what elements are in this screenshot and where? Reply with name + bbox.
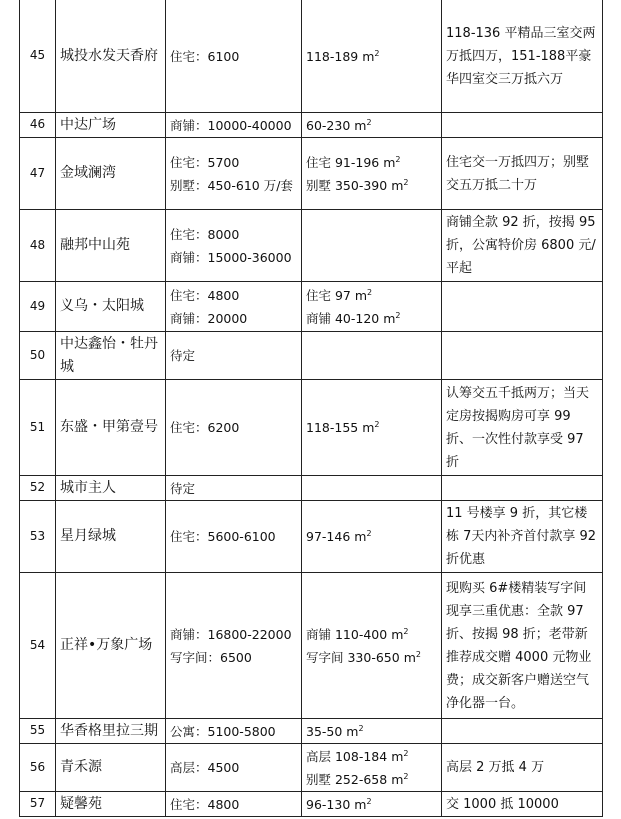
cell-text: 金域澜湾 [60,165,116,181]
cell-text: 97-146 $m^2$ [306,528,372,544]
cell-text: 住宅交一万抵四万；别墅交五万抵二十万 [446,154,590,193]
cell-text: 星月绿城 [60,528,116,544]
row-number [20,331,56,379]
cell-text: 城投水发天香府 [60,47,158,64]
project-name [56,379,166,475]
area-cell [302,331,442,379]
table-row [20,379,603,475]
area-cell [302,0,442,112]
cell-text: 48 [29,237,46,252]
cell-text: 商铺：20000 [170,310,248,326]
cell-text: 中达广场 [60,116,116,133]
cell-text: 住宅：8000 [170,226,240,242]
project-name [56,743,166,791]
row-number [20,281,56,331]
cell-text: 35-50 $m^2$ [306,723,364,739]
promotion-cell [442,572,603,718]
superscript: 2 [395,310,401,320]
area-cell [302,209,442,281]
row-number [20,743,56,791]
table-row [20,572,603,718]
superscript: 2 [403,771,409,781]
superscript: 2 [366,528,372,538]
cell-text: 55 [29,723,46,737]
cell-text: 城市主人 [60,479,116,496]
row-number [20,718,56,743]
row-number [20,475,56,500]
row-number [20,0,56,112]
promotion-cell [442,112,603,137]
cell-text: 公寓：5100-5800 [170,723,276,739]
area-cell [302,718,442,743]
row-number [20,112,56,137]
area-cell [302,281,442,331]
superscript: 2 [403,177,409,187]
cell-text: 高层 108-184 $m^2$ [306,748,409,764]
project-name [56,137,166,209]
cell-text: 住宅：4800 [170,796,240,812]
promotion-cell [442,0,603,112]
table-row [20,331,603,379]
cell-text: 47 [29,165,46,180]
superscript: 2 [366,117,372,127]
cell-text: 别墅 252-658 $m^2$ [306,771,409,787]
project-name [56,572,166,718]
cell-text: 住宅：4800 [170,287,240,303]
cell-text: 华香格里拉三期 [60,722,158,739]
cell-text: 住宅：5700 [170,154,240,170]
promotion-cell [442,281,603,331]
cell-text: 118-155 $m^2$ [306,419,380,435]
cell-text: 青禾源 [60,759,102,775]
cell-text: 写字间 330-650 $m^2$ [306,649,421,665]
area-cell [302,137,442,209]
table-row [20,475,603,500]
cell-text: 融邦中山苑 [60,237,130,253]
promotion-cell [442,475,603,500]
promotion-cell [442,718,603,743]
cell-text: 52 [29,480,46,494]
project-name [56,281,166,331]
cell-text: 中达鑫怡・牡丹城 [60,335,158,375]
cell-text: 96-130 $m^2$ [306,796,372,812]
table-row [20,112,603,137]
promotion-cell [442,209,603,281]
row-number [20,379,56,475]
table-row [20,0,603,112]
cell-text: 正祥•万象广场 [60,637,153,653]
row-number [20,791,56,816]
cell-text: 住宅：6100 [170,48,240,64]
price-cell [166,0,302,112]
cell-text: 别墅 350-390 $m^2$ [306,177,409,193]
price-cell [166,209,302,281]
cell-text: 交 1000 抵 10000 [446,796,559,812]
project-name [56,500,166,572]
area-cell [302,791,442,816]
row-number [20,209,56,281]
area-cell [302,112,442,137]
project-name [56,112,166,137]
price-cell [166,500,302,572]
cell-text: 45 [29,48,46,63]
cell-text: 54 [29,637,46,652]
cell-text: 疑馨苑 [60,795,102,812]
table-row [20,718,603,743]
superscript: 2 [403,748,409,758]
cell-text: 118-136 平精品三室交两万抵四万，151-188平豪华四室交三万抵六万 [446,25,596,87]
price-cell [166,475,302,500]
cell-text: 待定 [170,348,196,363]
cell-text: 现购买 6#楼精装写字间现享三重优惠：全款 97 折、按揭 98 折；老带新推荐成交赠 4000 元物业费；成交新客户赠送空气净化器一台。 [446,580,592,711]
cell-text: 商铺 40-120 $m^2$ [306,310,401,326]
price-cell [166,718,302,743]
superscript: 2 [403,626,409,636]
project-name [56,475,166,500]
cell-text: 高层：4500 [170,760,240,775]
cell-text: 认筹交五千抵两万；当天定房按揭购房可享 99 折、一次性付款享受 97 折 [446,385,590,470]
superscript: 2 [367,287,373,297]
superscript: 2 [374,419,380,429]
cell-text: 住宅：5600-6100 [170,529,276,544]
cell-text: 写字间：6500 [170,649,252,665]
area-cell [302,500,442,572]
price-cell [166,331,302,379]
cell-text: 住宅 91-196 $m^2$ [306,154,401,170]
price-cell [166,791,302,816]
project-name [56,209,166,281]
price-cell [166,379,302,475]
superscript: 2 [358,723,364,733]
cell-text: 50 [29,347,46,362]
cell-text: 57 [29,796,46,810]
superscript: 2 [366,796,372,806]
table-row [20,137,603,209]
cell-text: 高层 2 万抵 4 万 [446,760,545,775]
price-cell [166,281,302,331]
price-cell [166,112,302,137]
price-cell [166,572,302,718]
cell-text: 51 [29,419,46,434]
cell-text: 别墅：450-610 万/套 [170,177,293,193]
table-row [20,743,603,791]
price-cell [166,743,302,791]
cell-text: 义乌・太阳城 [60,298,144,314]
cell-text: 住宅 97 $m^2$ [306,287,373,303]
promotion-cell [442,791,603,816]
cell-text: 60-230 $m^2$ [306,117,372,133]
area-cell [302,475,442,500]
property-table [19,0,603,817]
table-row [20,791,603,816]
project-name [56,331,166,379]
promotion-cell [442,331,603,379]
table-row [20,209,603,281]
cell-text: 东盛・甲第壹号 [60,419,158,435]
cell-text: 商铺全款 92 折，按揭 95 折，公寓特价房 6800 元/平起 [446,215,596,276]
cell-text: 56 [29,759,46,774]
row-number [20,572,56,718]
promotion-cell [442,743,603,791]
row-number [20,500,56,572]
area-cell [302,572,442,718]
cell-text: 商铺：16800-22000 [170,626,292,642]
promotion-cell [442,500,603,572]
row-number [20,137,56,209]
cell-text: 商铺 110-400 $m^2$ [306,626,409,642]
area-cell [302,379,442,475]
table-row [20,500,603,572]
cell-text: 住宅：6200 [170,420,240,435]
cell-text: 商铺：15000-36000 [170,249,292,265]
promotion-cell [442,379,603,475]
cell-text: 46 [29,117,46,131]
cell-text: 待定 [170,480,196,496]
superscript: 2 [395,154,401,164]
project-name [56,0,166,112]
cell-text: 商铺：10000-40000 [170,117,292,133]
promotion-cell [442,137,603,209]
project-name [56,791,166,816]
table-row [20,281,603,331]
superscript: 2 [415,649,421,659]
cell-text: 11 号楼享 9 折，其它楼栋 7天内补齐首付款享 92 折优惠 [446,506,597,567]
cell-text: 49 [29,298,46,313]
project-name [56,718,166,743]
table-body [20,0,603,816]
price-cell [166,137,302,209]
superscript: 2 [374,48,380,58]
area-cell [302,743,442,791]
cell-text: 53 [29,528,46,543]
cell-text: 118-189 $m^2$ [306,48,380,64]
